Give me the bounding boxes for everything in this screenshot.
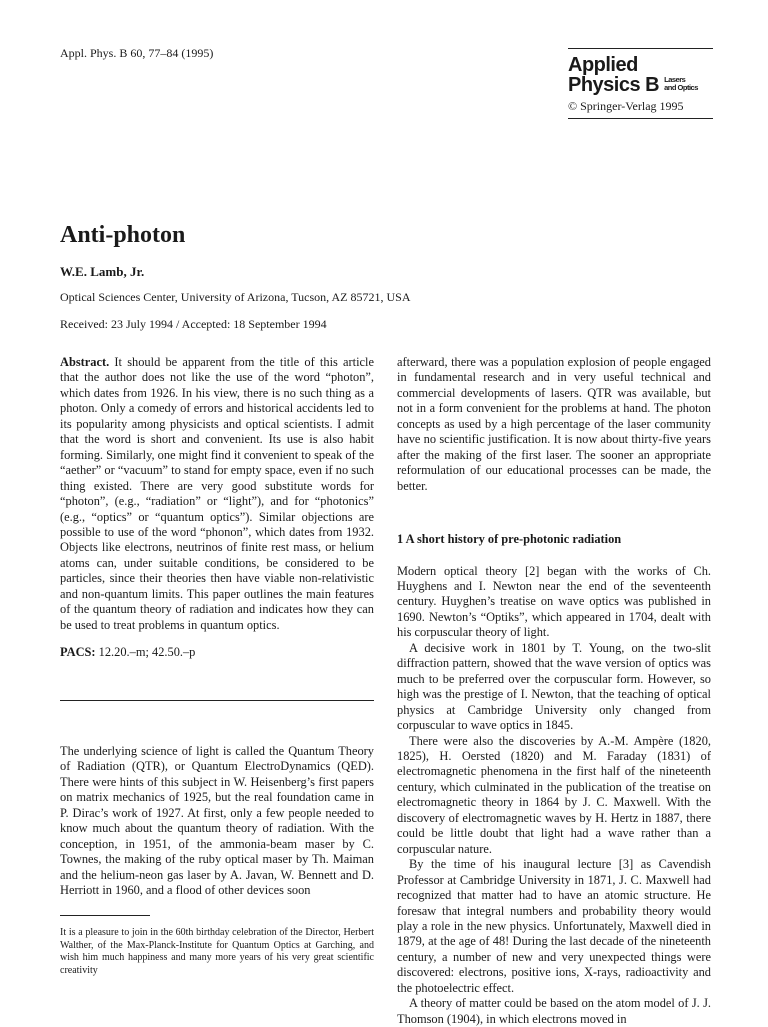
journal-rule-top [568, 48, 713, 49]
intro-paragraph: The underlying science of light is called the Quantum Theory of Radiation (QTR), or Quantum ElectroDynamics (QED). There were hints of this subject in W. Heisenberg’s first papers on matrix mechanics of 1925, but the real foundation came in P. Dirac’s work of 1927. At first, only a few people needed to know much about the quantum theory of radiation. With the conception, in 1951, of the ammonia-beam maser by C. Townes, the making of the ruby optical maser by Th. Maiman and the helium-neon gas laser by A. Javan, W. Bennett and D. Herriott in 1960, and a flood of other devices soon [60, 744, 374, 898]
journal-subtitle-2: and Optics [664, 83, 698, 92]
section-heading: 1 A short history of pre-photonic radiation [397, 532, 622, 547]
abstract [60, 355, 374, 633]
footnote-rule [60, 915, 150, 916]
paragraph-4: There were also the discoveries by A.-M. Ampère (1820, 1825), H. Oersted (1820) and M. Faraday (1831) of electromagnetic phenomena in the first half of the nineteenth century, which culminated in the publication of the treatise on electromagnetic theory in 1864 by J. C. Maxwell. With the discovery of electromagnetic waves by H. Hertz in 1887, there could be little doubt that light had a wave rather than a corpuscular nature. [397, 733, 711, 856]
journal-subtitle [664, 76, 698, 92]
paragraph-2: Modern optical theory [2] began with the works of Ch. Huyghens and I. Newton near the end of the seventeenth century. Huyghen’s treatise on wave optics was published in 1690. Newton’s “Optiks”, which appeared in 1704, dealt with his corpuscular theory of light. [397, 563, 711, 640]
body-left-column [60, 744, 374, 899]
body-right-column [397, 355, 711, 1027]
journal-subtitle-1: Lasers [664, 75, 686, 84]
citation: Appl. Phys. B 60, 77–84 (1995) [60, 46, 214, 60]
copyright: © Springer-Verlag 1995 [568, 99, 684, 113]
journal-rule-bottom [568, 118, 713, 119]
paragraph-1: afterward, there was a population explosion of people engaged in fundamental research and in very useful technical and commercial developments of lasers. QTR was available, but not in a form convenient for the problems at hand. The photon concepts as used by a high percentage of the laser community have no scientific justification. It is now about thirty-five years after the making of the first laser. The sooner an appropriate reformulation of our educational processes can be made, the better. [397, 355, 711, 493]
footnote: It is a pleasure to join in the 60th birthday celebration of the Director, Herbert Walther, of the Max-Planck-Institute for Quantum Optics at Garching, and wish him much happiness and many more years of his very great scientific creativity [60, 927, 374, 976]
affiliation: Optical Sciences Center, University of Arizona, Tucson, AZ 85721, USA [60, 290, 411, 304]
abstract-block [60, 355, 374, 661]
article-title: Anti-photon [60, 222, 186, 248]
received-dates: Received: 23 July 1994 / Accepted: 18 September 1994 [60, 317, 327, 331]
journal-logo [568, 48, 713, 119]
pacs-label: PACS: [60, 645, 96, 660]
abstract-separator [60, 700, 374, 701]
pacs [60, 645, 374, 660]
paragraph-6: A theory of matter could be based on the atom model of J. J. Thomson (1904), in which electrons moved in [397, 996, 711, 1026]
paragraph-5: By the time of his inaugural lecture [3] as Cavendish Professor at Cambridge University in 1871, J. C. Maxwell had recognized that matter had to have an atomic structure. He foresaw that integral numbers and probability theory would play a role in the new physics. Unfortunately, Maxwell died in 1879, at the age of 48! During the last decade of the nineteenth century, a number of new and very unexpected things were discovered: electrons, positive ions, X-rays, radioactivity and the photoelectric effect. [397, 857, 711, 995]
abstract-text: It should be apparent from the title of this article that the author does not like the use of the word “photon”, which dates from 1926. In his view, there is no such thing as a photon. Only a comedy of errors and historical accidents led to its popularity among physicists and optical scientists. I admit that the word is short and convenient. Its use is also habit forming. Similarly, one might find it convenient to speak of the “aether” or “vacuum” to stand for empty space, even if no such thing existed. There are very good substitute words for “photon”, (e.g., “radiation” or “light”), and for “photonics” (e.g., “optics” or “quantum optics”). Similar objections are possible to use of the word “phonon”, which dates from 1932. Objects like electrons, neutrinos of finite rest mass, or helium atoms can, under suitable conditions, be considered to be particles, since their theories then have viable non-relativistic and non-quantum limits. This paper outlines the main features of the quantum theory of radiation and indicates how they can be used to treat problems in quantum optics. [60, 355, 374, 632]
journal-name-line2-row [568, 75, 713, 95]
journal-name-line2: Physics B [568, 74, 660, 96]
journal-name-line1: Applied [568, 54, 638, 76]
paragraph-3: A decisive work in 1801 by T. Young, on the two-slit diffraction pattern, showed that the wave version of optics was much to be preferred over the corpuscular form. However, so high was the prestige of I. Newton, that the teaching of optical physics at Cambridge University only changed from corpuscular to wave optics in 1845. [397, 640, 711, 733]
abstract-label: Abstract. [60, 355, 110, 369]
author: W.E. Lamb, Jr. [60, 264, 145, 279]
pacs-value: 12.20.–m; 42.50.–p [95, 645, 196, 660]
